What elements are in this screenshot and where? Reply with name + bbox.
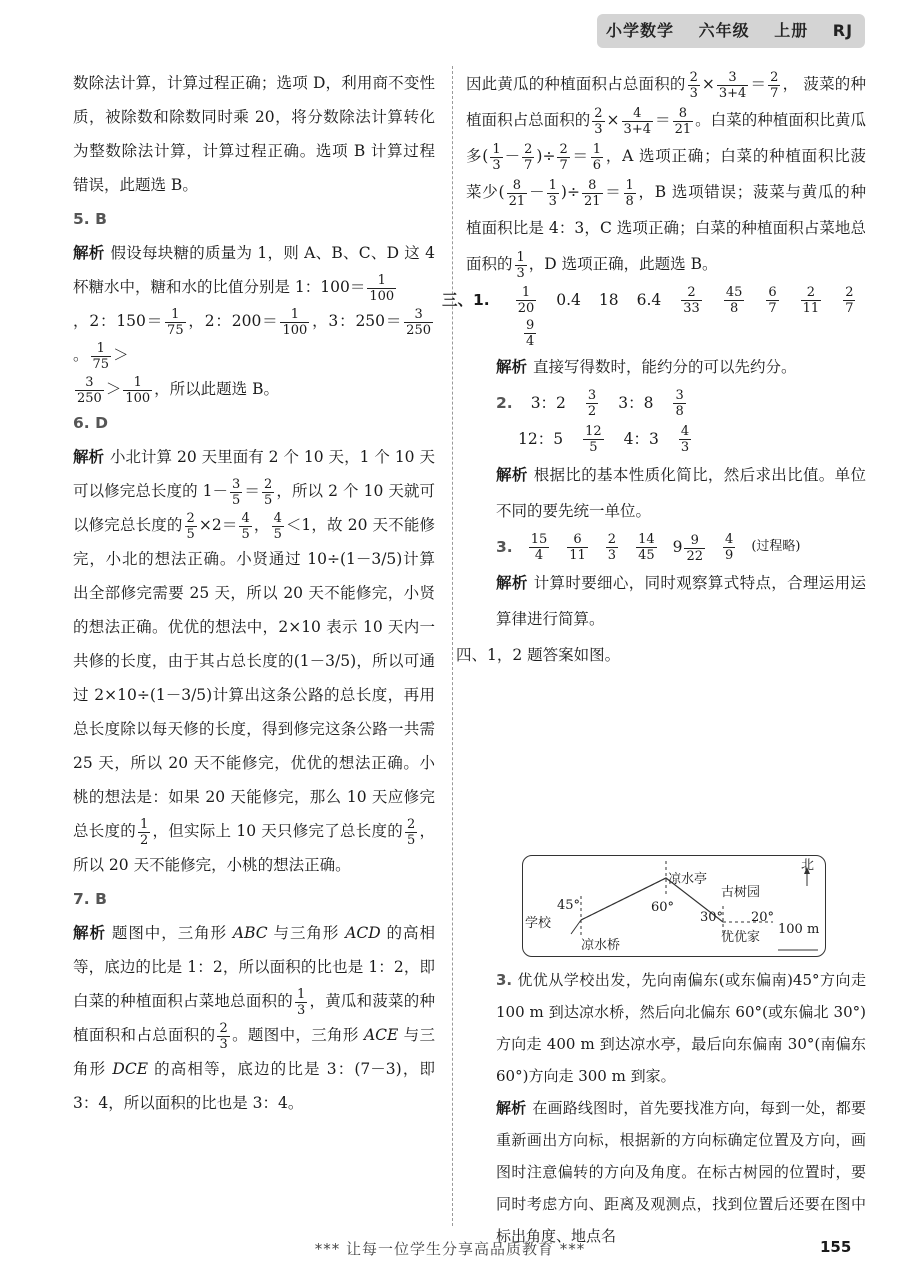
scale-label: 100 m bbox=[778, 922, 820, 937]
fraction: $\frac{4}{5}$ bbox=[241, 510, 250, 542]
fraction: $\frac{3}{250}$ bbox=[77, 374, 102, 406]
header-subject: 小学数学 bbox=[606, 21, 675, 40]
text: 与三角形 bbox=[273, 924, 340, 942]
pavilion-label: 凉水亭 bbox=[668, 872, 708, 887]
column-divider bbox=[452, 66, 453, 1226]
text: ＞ bbox=[113, 346, 129, 364]
footer-slogan: *** 让每一位学生分享高品质教育 *** bbox=[314, 1240, 586, 1258]
fraction: $\frac{3}{3+4}$ bbox=[718, 69, 747, 101]
q5-ratios bbox=[73, 304, 435, 372]
left-column bbox=[73, 66, 435, 1120]
angle-label: 60° bbox=[651, 900, 675, 915]
text: ＜1，故 20 天不能修完，小北的想法正确。小贤通过 10÷ bbox=[73, 516, 435, 568]
header bbox=[606, 14, 871, 48]
q3-answers: 3. $\frac{15}{4}$ $\frac{6}{11}$ $\frac{2}{3}$ $\frac{14}{45}$ 9 $\frac{9}{22}$ $\frac{4}{9}$ (过程略) bbox=[466, 529, 866, 565]
expression: (1－3/5) bbox=[339, 550, 403, 568]
section-4-heading: 四、1，2 题答案如图。 bbox=[456, 646, 621, 664]
text: 菠菜的种植面积占总面积的 bbox=[466, 75, 866, 129]
analysis-tag: 解析 bbox=[496, 358, 528, 376]
page-number: 155 bbox=[820, 1238, 852, 1256]
fraction: $\frac{2}{3}$ bbox=[219, 1020, 228, 1052]
angle-label: 30° bbox=[700, 910, 724, 925]
text: 。题图中，三角形 bbox=[231, 1026, 359, 1044]
fraction: $\frac{2}{5}$ bbox=[264, 476, 273, 508]
fraction: $\frac{1}{75}$ bbox=[92, 340, 110, 372]
q4-analysis bbox=[496, 1092, 866, 1252]
ratio: 3：8 bbox=[618, 394, 654, 412]
text: ，但实际上 10 天只修完了总长度的 bbox=[152, 822, 403, 840]
section-label: 三、1. bbox=[442, 291, 490, 309]
text: ，B 选项错误；菠菜与黄瓜的种植面积比是 4：3，C 选项正确；白菜的种植面积占菜地总面积的 bbox=[466, 183, 866, 273]
text: 。 bbox=[73, 346, 89, 364]
text: ，所以此题选 B。 bbox=[154, 380, 279, 398]
q3-analysis bbox=[466, 565, 866, 637]
text: ，所以 20 天不能修完，小桃的想法正确。 bbox=[73, 822, 435, 874]
analysis-tag: 解析 bbox=[73, 924, 106, 942]
text: ，2：150＝ bbox=[73, 312, 164, 330]
fraction: $\frac{8}{21}$ bbox=[674, 105, 692, 137]
question-7-answer: 7. B bbox=[73, 890, 107, 908]
fraction: $\frac{2}{3}$ bbox=[594, 105, 603, 137]
q7-analysis bbox=[73, 916, 435, 1120]
text: 优优从学校出发，先向南偏东(或东偏南)45°方向走 100 m 到达凉水桥，然后向北偏东 60°(或东偏北 30°)方向走 400 m 到达凉水亭，最后向东偏南 30°(南偏东 60°)方向走 300 m 到家。 bbox=[496, 971, 866, 1085]
fraction: $\frac{4}{3+4}$ bbox=[623, 105, 651, 137]
text: 的高相等，底边的比是 3：(7－3)，即 3：4，所以面积的比也是 3：4。 bbox=[73, 1060, 435, 1112]
question-5-answer: 5. B bbox=[73, 210, 107, 228]
angle-label: 45° bbox=[557, 898, 581, 913]
fraction: $\frac{4}{5}$ bbox=[273, 510, 282, 542]
fraction: $\frac{1}{100}$ bbox=[369, 272, 395, 304]
text: 根据比的基本性质化简比，然后求出比值。单位不同的要先统一单位。 bbox=[496, 466, 866, 520]
fraction: $\frac{1}{2}$ bbox=[139, 816, 149, 848]
garden-label: 古树园 bbox=[721, 885, 761, 900]
text: 直接写得数时，能约分的可以先约分。 bbox=[533, 358, 797, 376]
analysis-tag: 解析 bbox=[496, 1099, 527, 1117]
triangle-name: DCE bbox=[112, 1060, 149, 1078]
text: ，所以可通过 2×10÷ bbox=[73, 652, 435, 704]
section-3-answers-cont: $\frac{9}{4}$ bbox=[526, 318, 535, 349]
fraction: $\frac{2}{5}$ bbox=[186, 510, 195, 542]
q2-answers-cont: 12：5 $\frac{12}{5}$ 4：3 $\frac{4}{3}$ bbox=[466, 421, 866, 457]
bridge-label: 凉水桥 bbox=[581, 938, 621, 953]
text: ，所以 2 个 10 天就可以修完总长度的 bbox=[73, 482, 435, 534]
text: 的高相等，底边的比是 1：2，所以面积的比也是 1：2，即白菜的种植面积占菜地总面积的 bbox=[73, 924, 435, 1010]
section-3-analysis bbox=[466, 349, 866, 385]
fraction: $\frac{3}{5}$ bbox=[232, 476, 241, 508]
text: 计算出这条公路的总长度，再用总长度除以每天修的长度，得到修完这条公路一共需 25 天，所以 20 天不能修完，优优的想法正确。小桃的想法是：如果 20 天能修完，那么 10 天应修完总长度的 bbox=[73, 686, 435, 840]
text: ×2＝ bbox=[198, 516, 238, 534]
route-map bbox=[522, 855, 826, 957]
header-volume: 上册 bbox=[774, 21, 809, 40]
triangle-name: ABC bbox=[232, 924, 268, 942]
q6-analysis bbox=[73, 440, 435, 882]
answer: 18 bbox=[598, 291, 619, 309]
q4-block bbox=[496, 964, 866, 1252]
fraction: $\frac{2}{7}$ bbox=[770, 69, 779, 101]
answer: 6.4 bbox=[636, 291, 662, 309]
q2-analysis bbox=[466, 457, 866, 529]
analysis-tag: 解析 bbox=[73, 448, 105, 466]
text: 计算时要细心，同时观察算式特点，合理运用运算律进行简算。 bbox=[496, 574, 866, 628]
school-label: 学校 bbox=[525, 916, 552, 931]
text: ，黄瓜和菠菜的种植面积和占总面积的 bbox=[73, 992, 435, 1044]
right-column bbox=[442, 66, 866, 673]
angle-label: 20° bbox=[751, 910, 775, 925]
text: 与三角形 bbox=[73, 1026, 435, 1078]
text: 因此黄瓜的种植面积占总面积的 bbox=[466, 75, 686, 93]
text: 假设每块糖的质量为 1，则 A、B、C、D 这 4 杯糖水中，糖和水的比值分别是 1：100＝ bbox=[73, 244, 435, 296]
header-edition: RJ bbox=[832, 21, 854, 40]
analysis-tag: 解析 bbox=[73, 244, 105, 262]
triangle-name: ACD bbox=[345, 924, 381, 942]
text: 题图中，三角形 bbox=[111, 924, 228, 942]
header-grade: 六年级 bbox=[698, 21, 750, 40]
q5-conclusion bbox=[73, 372, 435, 406]
ratio: 12：5 bbox=[518, 430, 564, 448]
text: ＝ bbox=[244, 482, 260, 500]
text: 计算出全部修完需要 25 天，所以 20 天不能修完，小贤的想法正确。优优的想法中，2×10 表示 10 天内一共修的长度，由于其占总长度的 bbox=[73, 550, 435, 670]
text: 小北计算 20 天里面有 2 个 10 天，1 个 10 天可以修完总长度的 1－ bbox=[73, 448, 435, 500]
ratio: 4：3 bbox=[623, 430, 659, 448]
note: (过程略) bbox=[751, 539, 801, 554]
expression: (1－3/5) bbox=[293, 652, 357, 670]
fraction: $\frac{1}{3}$ bbox=[296, 986, 306, 1018]
text: ， bbox=[253, 516, 270, 534]
fraction: $\frac{1}{75}$ bbox=[167, 306, 184, 338]
text: 在画路线图时，首先要找准方向，每到一处，都要重新画出方向标，根据新的方向标确定位置及方向，画图时注意偏转的方向及角度。在标古树园的位置时，要同时考虑方向、距离及观测点，找到位置后还要在图中标出角度、地点名 bbox=[496, 1099, 866, 1245]
analysis-tag: 解析 bbox=[496, 466, 528, 484]
fraction: $\frac{2}{3}$ bbox=[689, 69, 698, 101]
text: ，2：200＝ bbox=[187, 312, 279, 330]
q7-continued: 因此黄瓜的种植面积占总面积的 $\frac{2}{3}$ × $\frac{3}{3+4}$ ＝ $\frac{2}{7}$ ， 菠菜的种植面积占总面积的 $\frac{2}{3}$ × $\frac{4}{3+4}$ ＝ $\frac{8}{21}$ 。白菜的种植面积比黄瓜多( $\frac{1}{3}$ － $\frac{2}{7}$ )÷ $\frac{2}{7}$ ＝ $\frac{1}{6}$ ，A 选项正确；白菜的种植面积比菠菜少( $\frac{8}{21}$ － $\frac{1}{3}$ )÷ $\frac{8}{21}$ ＝ $\frac{1}{8}$ ，B 选项错误；菠菜与黄瓜的种植面积比是 4：3，C 选项正确；白菜的种植面积占菜地总面积的 $\frac{1}{3}$ ，D 选项正确，此题选 B。 bbox=[466, 69, 866, 281]
analysis-tag: 解析 bbox=[496, 574, 528, 592]
question-label: 2. bbox=[496, 394, 513, 412]
fraction: $\frac{1}{100}$ bbox=[125, 374, 151, 406]
q2-answers: 2. 3：2 $\frac{3}{2}$ 3：8 $\frac{3}{8}$ bbox=[466, 385, 866, 421]
text: ，A 选项正确；白菜的种植面积比菠菜少 bbox=[466, 147, 866, 201]
ratio: 3：2 bbox=[530, 394, 566, 412]
fraction: $\frac{1}{100}$ bbox=[282, 306, 308, 338]
expression: (1－3/5) bbox=[149, 686, 213, 704]
fraction: $\frac{2}{5}$ bbox=[406, 816, 416, 848]
home-label: 优优家 bbox=[721, 930, 761, 945]
section-3-answers: 三、1. $\frac{1}{20}$ 0.4 18 6.4 $\frac{2}{33}$ $\frac{45}{8}$ $\frac{6}{7}$ $\frac{2}{11}$ $\frac{2}{7}$ bbox=[442, 282, 866, 318]
fraction: $\frac{3}{250}$ bbox=[406, 306, 431, 338]
text: 。白菜的种植面积比黄瓜多 bbox=[466, 111, 866, 165]
text: ＞ bbox=[105, 380, 122, 398]
text: ，3：250＝ bbox=[311, 312, 403, 330]
answer: 0.4 bbox=[556, 291, 581, 309]
triangle-name: ACE bbox=[363, 1026, 399, 1044]
question-6-answer: 6. D bbox=[73, 414, 108, 432]
q5-analysis bbox=[73, 236, 435, 304]
paragraph: 数除法计算，计算过程正确；选项 D，利用商不变性质，被除数和除数同时乘 20，将分数除法计算转化为整数除法计算，计算过程正确。选项 B 计算过程错误，此题选 B。 bbox=[73, 74, 435, 194]
text: ，D 选项正确，此题选 B。 bbox=[528, 255, 718, 273]
q4-answer bbox=[496, 964, 866, 1092]
question-label: 3. bbox=[496, 971, 513, 989]
north-label: 北 bbox=[801, 858, 815, 873]
question-label: 3. bbox=[496, 538, 513, 556]
